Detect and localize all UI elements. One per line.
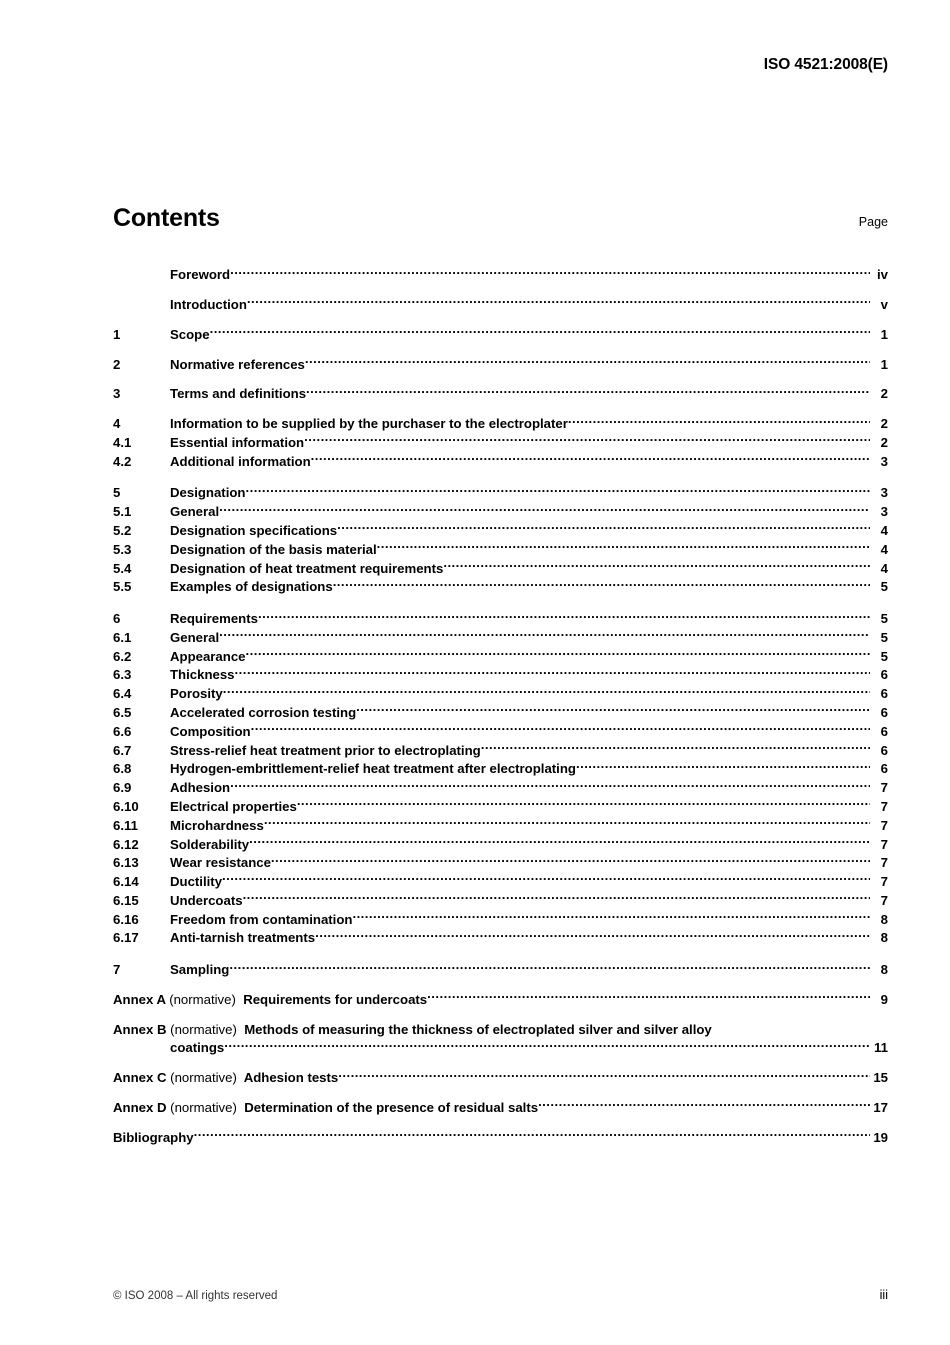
toc-entry[interactable] [113,873,888,892]
toc-entry-page: 7 [880,855,888,871]
toc-entry-number: 6.17 [113,930,139,946]
toc-leader-dots [245,484,870,497]
toc-entry-label: Examples of designations [170,579,333,595]
toc-leader-dots [249,835,870,848]
toc-entry-number: 6.3 [113,667,132,683]
annex-designation: Annex C [113,1070,167,1086]
page-title: Contents [113,204,220,232]
toc-entry-page: 1 [880,356,888,372]
annex-qualifier: (normative) [170,1070,237,1086]
toc-entry-number: 4.1 [113,434,132,450]
toc-entry[interactable] [113,648,888,667]
toc-entry-number: 6.7 [113,742,132,758]
toc-entry[interactable] [113,892,888,911]
toc-entry[interactable] [113,522,888,541]
toc-entry-label: Accelerated corrosion testing [170,705,357,721]
toc-entry[interactable] [113,929,888,948]
toc-entry-page: 8 [880,911,888,927]
toc-entry[interactable] [113,817,888,836]
toc-entry-page: 1 [880,326,888,342]
toc-entry[interactable] [113,452,888,471]
toc-entry-label: Sampling [170,962,230,978]
toc-leader-dots [576,760,870,773]
toc-entry-label: Thickness [170,667,235,683]
annex-qualifier: (normative) [170,1021,237,1037]
toc-entry-page: 8 [880,962,888,978]
toc-annex-page: 15 [873,1070,888,1086]
toc-leader-dots [315,929,870,942]
toc-leader-dots [230,779,870,792]
toc-entry-number: 5 [113,485,121,501]
toc-annex-label [113,991,427,1010]
toc-entry-label: Foreword [170,267,231,283]
toc-leader-dots [352,910,870,923]
toc-leader-dots [243,892,870,905]
table-of-contents [113,266,888,1147]
toc-leader-dots [306,385,870,398]
annex-designation: Annex D [113,1099,167,1115]
toc-leader-dots [246,648,871,661]
toc-leader-dots [337,522,870,535]
toc-entry-page: 4 [880,560,888,576]
toc-entry[interactable] [113,434,888,453]
toc-entry-page: 6 [880,705,888,721]
toc-entry[interactable] [113,910,888,929]
toc-leader-dots [305,355,870,368]
copyright-notice: © ISO 2008 – All rights reserved [113,1290,278,1302]
toc-bibliography-entry[interactable] [113,1129,888,1148]
toc-entry-number: 6.5 [113,705,132,721]
toc-leader-dots [538,1099,870,1112]
toc-leader-dots [219,629,870,642]
toc-entry-label: Microhardness [170,817,264,833]
toc-annex-page: 9 [880,991,888,1007]
annex-title: Methods of measuring the thickness of electroplated silver and silver alloy [244,1021,712,1037]
toc-entry[interactable] [113,296,888,315]
toc-entry-page: 6 [880,667,888,683]
toc-entry-page: v [880,296,888,312]
contents-header-row [113,204,888,233]
toc-entry-number: 5.4 [113,560,132,576]
toc-entry-label: Anti-tarnish treatments [170,930,316,946]
toc-leader-dots [356,704,870,717]
toc-entry-label: Designation specifications [170,523,338,538]
toc-leader-dots [271,854,870,867]
toc-entry-number: 6.12 [113,836,139,852]
toc-entry-number: 6.11 [113,817,138,833]
toc-entry-page: 6 [880,723,888,739]
toc-entry-label: Additional information [170,453,311,469]
toc-entry-number: 6.6 [113,723,132,739]
toc-leader-dots [377,541,870,554]
bibliography-label: Bibliography [113,1129,194,1145]
toc-entry-label: General [170,629,220,645]
annex-title: Requirements for undercoats [243,991,428,1007]
toc-entry-label: Essential information [170,434,305,450]
toc-leader-dots [338,1069,870,1082]
toc-entry[interactable] [113,629,888,648]
toc-annex-label [113,1021,712,1040]
toc-entry-number: 6.10 [113,798,139,814]
toc-entry-number: 6.9 [113,780,132,796]
toc-entry-page: 7 [880,892,888,908]
toc-annex-page: 11 [874,1040,888,1056]
toc-entry[interactable] [113,704,888,723]
toc-entry-number: 3 [113,386,121,402]
toc-entry-label: Terms and definitions [170,386,307,402]
toc-entry-page: 6 [880,742,888,758]
toc-entry[interactable] [113,355,888,374]
toc-entry-page: 8 [880,930,888,946]
toc-entry-page: 5 [880,579,888,595]
toc-entry-number: 6.2 [113,648,132,664]
toc-entry[interactable] [113,760,888,779]
toc-entry-page: 2 [880,416,888,432]
toc-entry-page: iv [877,267,888,283]
toc-entry[interactable] [113,961,888,980]
toc-entry-page: 5 [880,648,888,664]
toc-annex-entry[interactable] [113,991,888,1010]
toc-leader-dots [210,326,870,339]
toc-entry-number: 5.1 [113,504,132,520]
toc-annex-entry[interactable] [113,1099,888,1118]
toc-entry-number: 6 [113,611,121,627]
toc-leader-dots [311,452,870,465]
toc-entry-page: 7 [880,798,888,814]
toc-leader-dots [247,296,870,309]
toc-entry-page: 3 [880,504,888,520]
toc-entry[interactable] [113,854,888,873]
annex-qualifier: (normative) [170,1099,237,1115]
document-header-standard-ref: ISO 4521:2008(E) [763,56,888,73]
toc-entry[interactable] [113,326,888,345]
toc-entry-number: 2 [113,356,121,372]
toc-entry[interactable] [113,503,888,522]
toc-annex-entry[interactable] [113,1021,888,1058]
toc-entry-page: 2 [880,386,888,402]
toc-leader-dots [333,578,870,591]
toc-leader-dots [235,666,870,679]
annex-title: Adhesion tests [243,1070,339,1086]
toc-entry-page: 3 [880,485,888,501]
toc-entry-label: Adhesion [170,780,231,796]
toc-entry-number: 6.1 [113,629,132,645]
toc-entry-page: 4 [880,523,888,538]
toc-entry-number: 4.2 [113,453,132,469]
toc-entry[interactable] [113,610,888,629]
toc-leader-dots [258,610,870,623]
toc-entry-page: 6 [880,686,888,702]
annex-qualifier: (normative) [169,991,236,1007]
toc-entry-label: Scope [170,326,210,342]
toc-leader-dots [222,873,870,886]
toc-entry-page: 2 [880,434,888,450]
toc-annex-label [113,1099,538,1118]
toc-entry-label: General [170,504,220,520]
toc-entry[interactable] [113,741,888,760]
toc-annex-line-1 [113,1021,888,1040]
toc-entry-number: 6.8 [113,761,132,777]
toc-entry-number: 1 [113,326,121,342]
toc-entry-label: Hydrogen-embrittlement-relief heat treatment after electroplating [170,761,576,777]
toc-entry[interactable] [113,266,888,285]
toc-leader-dots [264,817,870,830]
toc-entry-label: Information to be supplied by the purchaser to the electroplater [170,416,568,432]
toc-entry[interactable] [113,835,888,854]
toc-leader-dots [230,266,870,279]
toc-entry-page: 3 [880,453,888,469]
toc-leader-dots [304,434,870,447]
toc-entry-label: Designation of heat treatment requirements [170,560,444,576]
toc-entry-label: Porosity [170,686,223,702]
toc-entry-label: Designation of the basis material [170,541,377,557]
toc-entry-page: 5 [880,629,888,645]
toc-entry-number: 7 [113,962,121,978]
toc-entry[interactable] [113,415,888,434]
annex-title-continuation: coatings [170,1040,225,1056]
toc-entry-page: 6 [880,761,888,777]
toc-entry[interactable] [113,685,888,704]
toc-annex-entry[interactable] [113,1069,888,1088]
toc-entry-label: Solderability [170,836,250,852]
toc-entry-label: Undercoats [170,892,243,908]
bibliography-page: 19 [873,1129,888,1145]
toc-entry-page: 7 [880,836,888,852]
toc-entry-label: Requirements [170,611,258,627]
toc-entry-label: Ductility [170,874,223,890]
toc-leader-dots [194,1129,870,1142]
toc-leader-dots [219,503,870,516]
toc-entry-label: Normative references [170,356,305,372]
toc-entry[interactable] [113,385,888,404]
toc-entry-number: 5.3 [113,541,132,557]
annex-designation: Annex A [113,991,166,1007]
toc-entry-number: 6.16 [113,911,139,927]
toc-entry[interactable] [113,666,888,685]
toc-leader-dots [443,559,870,572]
footer-page-number: iii [879,1288,888,1302]
toc-entry[interactable] [113,541,888,560]
toc-leader-dots [427,991,870,1004]
toc-leader-dots [481,741,870,754]
toc-entry-label: Introduction [170,296,247,312]
toc-entry-label: Composition [170,723,251,739]
toc-entry-page: 7 [880,780,888,796]
toc-entry[interactable] [113,798,888,817]
toc-entry-page: 5 [880,611,888,627]
toc-entry[interactable] [113,779,888,798]
toc-entry-number: 6.14 [113,874,139,890]
toc-entry-number: 6.13 [113,855,139,871]
toc-leader-dots [297,798,870,811]
toc-entry-label: Appearance [170,648,246,664]
toc-entry-label: Wear resistance [170,855,271,871]
toc-leader-dots [223,685,870,698]
toc-entry-number: 5.5 [113,579,132,595]
toc-annex-label [113,1069,338,1088]
toc-annex-page: 17 [873,1099,888,1115]
toc-annex-line-2 [113,1039,888,1058]
toc-leader-dots [251,723,870,736]
toc-entry-page: 7 [880,817,888,833]
toc-entry-number: 6.15 [113,892,139,908]
annex-title: Determination of the presence of residual salts [244,1099,539,1115]
toc-entry[interactable] [113,723,888,742]
toc-entry-label: Freedom from contamination [170,911,353,927]
toc-entry[interactable] [113,484,888,503]
document-footer [113,1288,888,1302]
toc-entry-label: Electrical properties [170,798,297,814]
toc-entry-number: 5.2 [113,523,132,538]
toc-entry[interactable] [113,559,888,578]
page-column-label: Page [858,215,888,229]
toc-leader-dots [568,415,870,428]
toc-leader-dots [229,961,870,974]
toc-leader-dots [224,1039,870,1052]
toc-entry-number: 6.4 [113,686,132,702]
annex-designation: Annex B [113,1021,167,1037]
toc-entry-page: 4 [880,541,888,557]
toc-entry-number: 4 [113,416,121,432]
toc-entry-page: 7 [880,874,888,890]
toc-entry-label: Stress-relief heat treatment prior to electroplating [170,742,481,758]
toc-entry-label: Designation [170,485,246,501]
toc-entry[interactable] [113,578,888,597]
